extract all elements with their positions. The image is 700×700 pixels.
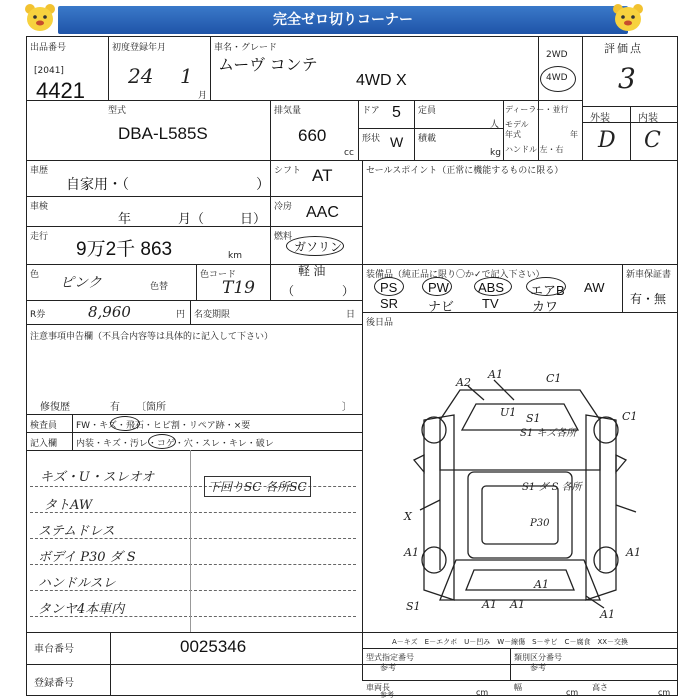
drive-4wd-label: 4WD: [546, 73, 568, 83]
equipment-label: 装備品（純正品に限り〇か✓で記入下さい）: [366, 270, 545, 280]
lot-sub-number: [2041]: [34, 66, 64, 76]
underbody-note: 下回りSC 各所SC: [204, 476, 311, 497]
shift-value: AT: [312, 166, 333, 185]
vehicle-name: ムーヴ コンテ: [218, 57, 318, 74]
interior-label: 内装: [638, 113, 658, 124]
repair-value: 有: [110, 402, 120, 413]
height-unit: cm: [658, 688, 671, 697]
damage-mark: A2: [456, 376, 471, 389]
equip-sr: SR: [380, 296, 399, 311]
inspector-note: キズ・U・スレオオ: [40, 470, 155, 485]
inspector-note: ハンドルスレ: [38, 576, 116, 591]
model-label: 型式: [108, 106, 127, 116]
drive-2wd-label: 2WD: [546, 50, 568, 60]
recycle-label: R券: [30, 310, 46, 320]
notes-label: 注意事項申告欄（不具合内容等は具体的に記入して下さい）: [30, 332, 274, 342]
inspector-entry-label: 記入欄: [30, 439, 58, 449]
damage-mark: C1: [622, 410, 638, 423]
inspection-label: 車検: [30, 202, 49, 212]
color-code-value: T19: [222, 278, 255, 298]
length-unit: cm: [476, 688, 489, 697]
grade-label: 評価点: [604, 42, 643, 55]
inspector-note: タトAW: [44, 498, 93, 513]
equip-abs: ABS: [478, 280, 505, 295]
repair-close: 〕: [342, 402, 352, 413]
displacement-label: 排気量: [274, 106, 302, 116]
month-unit: 月: [198, 91, 208, 101]
color-code-label: 色コード: [200, 270, 237, 280]
damage-mark: A1: [404, 546, 419, 559]
color-change-label: 色替: [150, 282, 169, 292]
interior-grade: C: [644, 128, 661, 153]
equip-aw: AW: [584, 280, 605, 295]
lot-number-label: 出品番号: [30, 43, 67, 53]
doors-label: ドア: [362, 106, 380, 116]
ps-circle: [374, 277, 404, 296]
damage-mark: A1: [534, 578, 549, 591]
mileage-label: 走行: [30, 232, 49, 242]
steering-label: ハンドル 左・右: [505, 145, 564, 154]
equip-ps: PS: [380, 280, 398, 295]
width-label: 幅: [514, 683, 522, 692]
inspector-interior-row: 内装・キズ・汚レ・コゲ・穴・スレ・キレ・破レ: [76, 439, 274, 449]
inspector-exterior-row: FW・キズ・飛石・ヒビ割・リペア跡・×要: [76, 421, 251, 431]
damage-note: P30: [530, 518, 550, 529]
damage-mark: X: [404, 510, 412, 523]
after-date-label: 後日品: [366, 318, 394, 328]
body-shape-label: 形状: [362, 134, 381, 144]
capacity-unit: 人: [490, 120, 500, 130]
height-label: 高さ: [592, 683, 608, 692]
damage-mark: A1: [482, 598, 497, 611]
displacement-unit: cc: [344, 148, 354, 158]
shift-label: シフト: [274, 166, 302, 176]
length-label: 車両長: [366, 683, 390, 692]
mileage-value: 9万2千 863: [76, 239, 173, 260]
exterior-label: 外装: [590, 113, 610, 124]
type-designation-ref: 参考: [380, 663, 396, 672]
load-label: 積載: [418, 134, 437, 144]
history-value: 自家用・（: [66, 176, 129, 192]
inspection-year-unit: 年: [118, 211, 132, 226]
damage-mark: A1: [626, 546, 641, 559]
grade-score: 3: [618, 62, 636, 95]
width-unit: cm: [566, 688, 579, 697]
warranty-value: 有・無: [630, 292, 667, 306]
color-label: 色: [30, 270, 40, 280]
inspector-note: ステムドレス: [38, 524, 115, 539]
damage-mark: A1: [510, 598, 525, 611]
capacity-label: 定員: [418, 106, 437, 116]
airbag-circle: [526, 277, 566, 296]
sales-point-label: セールスポイント（正常に機能するものに限る）: [366, 166, 564, 176]
history-close: ）: [256, 176, 270, 192]
damage-legend: A－キズ E－エクボ U－凹み W－線傷 S－サビ C－腐食 XX－交換: [392, 638, 629, 646]
recycle-unit: 円: [176, 310, 186, 320]
length-ref: 参考: [380, 691, 394, 699]
category-ref: 参考: [530, 663, 546, 672]
history-label: 車歴: [30, 166, 49, 176]
damage-mark: C1: [546, 372, 562, 385]
fuel-diesel: 軽 油: [298, 264, 326, 278]
inspection-day-unit: 日）: [240, 211, 267, 226]
dealer-label: ディーラー・並行: [505, 105, 569, 114]
equip-leather: カワ: [532, 299, 559, 314]
category-label: 類別区分番号: [514, 653, 562, 662]
damage-mark: A1: [600, 608, 615, 621]
damage-mark: U1: [500, 406, 517, 419]
fuel-other: （ ）: [282, 284, 355, 298]
fuel-label: 燃料: [274, 232, 293, 242]
displacement-value: 660: [298, 126, 327, 145]
scratch-circle: [110, 416, 140, 431]
doors-value: 5: [392, 104, 401, 121]
equip-airbag: エアB: [530, 283, 565, 298]
model-year-unit: 年: [570, 130, 578, 139]
inspector-note: タンヤ4本車内: [38, 602, 125, 617]
ac-value: AAC: [306, 204, 339, 221]
page-title: 完全ゼロ切りコーナー: [58, 6, 628, 34]
equip-tv: TV: [482, 296, 499, 311]
name-change-unit: 日: [346, 310, 356, 320]
first-registration-month: 1: [180, 64, 193, 88]
mileage-unit: km: [228, 251, 242, 261]
damage-note: S1 キズ各所: [520, 428, 577, 439]
repair-parts: 〔箇所: [136, 402, 166, 413]
color-value: ピンク: [60, 275, 102, 291]
inspection-month-unit: 月（: [178, 211, 205, 226]
ac-label: 冷房: [274, 202, 293, 212]
model-year-label: 年式: [505, 130, 521, 139]
chassis-number: 0025346: [180, 637, 247, 656]
load-unit: kg: [490, 148, 501, 158]
model-variant-label: モデル: [505, 120, 529, 129]
bear-mascot-icon: [22, 2, 58, 34]
vehicle-name-label: 車名・グレード: [214, 43, 278, 53]
warranty-label: 新車保証書: [626, 270, 672, 280]
damage-mark: A1: [488, 368, 503, 381]
first-registration-year: 24: [128, 64, 154, 88]
damage-mark: S1: [526, 412, 541, 425]
model-code: DBA-L585S: [118, 124, 208, 143]
recycle-value: 8,960: [88, 303, 131, 321]
chassis-label: 車台番号: [34, 644, 74, 655]
lot-number: 4421: [36, 78, 85, 103]
inspector-note: ボデイ P30 ダ S: [38, 550, 136, 565]
exterior-grade: D: [598, 128, 616, 153]
name-change-label: 名変期限: [194, 310, 231, 320]
type-designation-label: 型式指定番号: [366, 653, 414, 662]
damage-mark: S1: [406, 600, 421, 613]
bear-mascot-icon: [610, 2, 646, 34]
dirt-circle: [148, 434, 176, 449]
vehicle-grade: 4WD X: [356, 72, 407, 89]
fuel-gasoline: ガソリン: [294, 240, 343, 254]
equip-navi: ナビ: [428, 299, 455, 314]
pw-circle: [422, 277, 452, 296]
body-shape-value: W: [390, 134, 404, 150]
equip-pw: PW: [428, 280, 449, 295]
damage-note: S1 ダ S 各所: [522, 482, 582, 493]
inspector-label: 検査員: [30, 421, 58, 431]
abs-circle: [474, 277, 512, 296]
first-registration-label: 初度登録年月: [112, 43, 167, 53]
repair-label: 修復歴: [40, 402, 70, 413]
car-damage-diagram: [364, 360, 676, 630]
registration-label: 登録番号: [34, 678, 74, 689]
